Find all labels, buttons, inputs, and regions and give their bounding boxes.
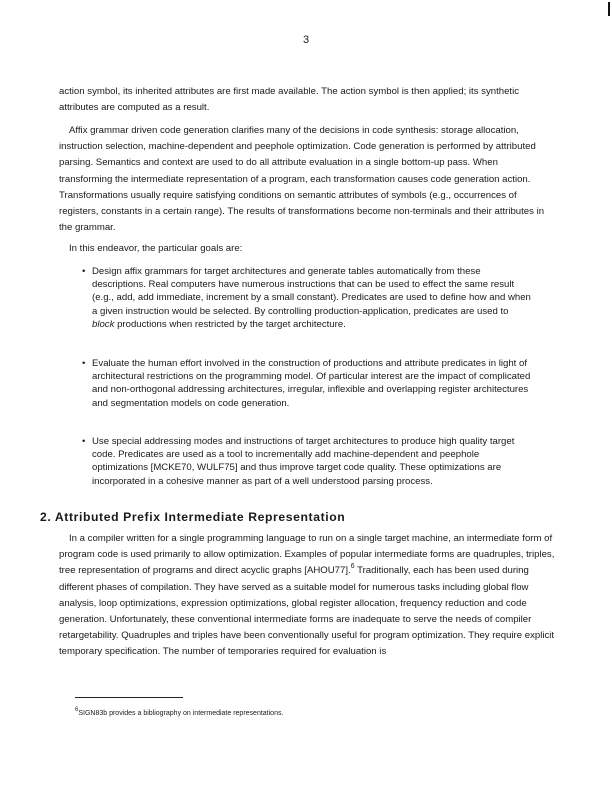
paragraph-text-cont: Traditionally, each has been used during different phases of compilation. They have served as a suitable model for numerous tasks including global flow analysis, loop optimizations, expression optimizations, global register allocation, frequency reduction and code generation. Unfortunately, these conventional intermediate forms are inadequate to serve the needs of compiler retargetability. Quadruples and triples have been conventionally useful for program optimization. They require explicit temporary specification. The number of temporaries required for evaluation is bbox=[59, 565, 555, 658]
bullet-icon: • bbox=[82, 358, 86, 369]
footnote-marker: 6 bbox=[75, 707, 79, 713]
paragraph-text: In a compiler written for a single programming language to run on a single target machine, an intermediate form of program code is used primarily to allow optimization. Examples of popular intermediate forms are quadruples, triples, tree representation of programs and direct acyclic graphs [AHOU77]. bbox=[59, 533, 555, 577]
goal-bullet-2 bbox=[82, 357, 532, 410]
bullet-text: Use special addressing modes and instructions of target architectures to produce high quality target code. Predicates are used as a tool to incrementally add machine-dependent and peephole optimizations [MCKE70, WULF75] and thus improve target code quality. These optimizations are incorporated in a cohesive manner as part of a well understood parsing process. bbox=[92, 436, 515, 487]
paragraph-intermediate-forms bbox=[59, 531, 559, 661]
goal-bullet-3 bbox=[82, 435, 532, 488]
paragraph-affix-grammar: Affix grammar driven code generation clarifies many of the decisions in code synthesis: storage allocation, instruction selection, machine-dependent and peephole optimization. Code generation is performed by attributed parsing. Semantics and context are used to do all attribute evaluation in a single bottom-up pass. When transforming the intermediate representation of a program, each transformation causes code generation action. Transformations usually require satisfying conditions on semantic attributes of symbols (e.g., occurrences of registers, constants in a certain range). The results of transformations become non-terminals and their attributes in the grammar. bbox=[59, 125, 545, 234]
paragraph-continuation: action symbol, its inherited attributes are first made available. The action symbol is then applied; its synthetic attributes are computed as a result. bbox=[59, 86, 520, 114]
bullet-icon: • bbox=[82, 266, 86, 277]
bullet-emphasis: block bbox=[92, 318, 115, 330]
footnote-divider bbox=[75, 697, 183, 698]
paragraph-goals-intro: In this endeavor, the particular goals are: bbox=[69, 243, 243, 254]
bullet-icon: • bbox=[82, 436, 86, 447]
bullet-text: Design affix grammars for target architectures and generate tables automatically from these descriptions. Real computers have numerous instructions that can be used to effect the same result (e.g., add, add immediate, increment by a small constant). Predicates are used to define how and when a given instruction would be selected. By controlling production-application, predicates are used to bbox=[92, 266, 531, 317]
scan-edge-mark bbox=[608, 2, 610, 16]
goal-bullet-1 bbox=[82, 265, 532, 331]
bullet-text-end: productions when restricted by the target architecture. bbox=[114, 318, 346, 330]
footnote-text: SIGN83b provides a bibliography on intermediate representations. bbox=[78, 710, 284, 717]
section-heading: 2. Attributed Prefix Intermediate Representation bbox=[40, 510, 346, 524]
bullet-text: Evaluate the human effort involved in the construction of productions and attribute predicates in light of architectural restrictions on the programming model. Of particular interest are the impact of complicated and non-orthogonal addressing architectures, irregular, inflexible and overlapping register architectures and segmentation models on code generation. bbox=[92, 358, 531, 409]
footnote-reference: 6 bbox=[350, 563, 355, 571]
footnote bbox=[75, 707, 283, 717]
page-number: 3 bbox=[302, 34, 310, 46]
